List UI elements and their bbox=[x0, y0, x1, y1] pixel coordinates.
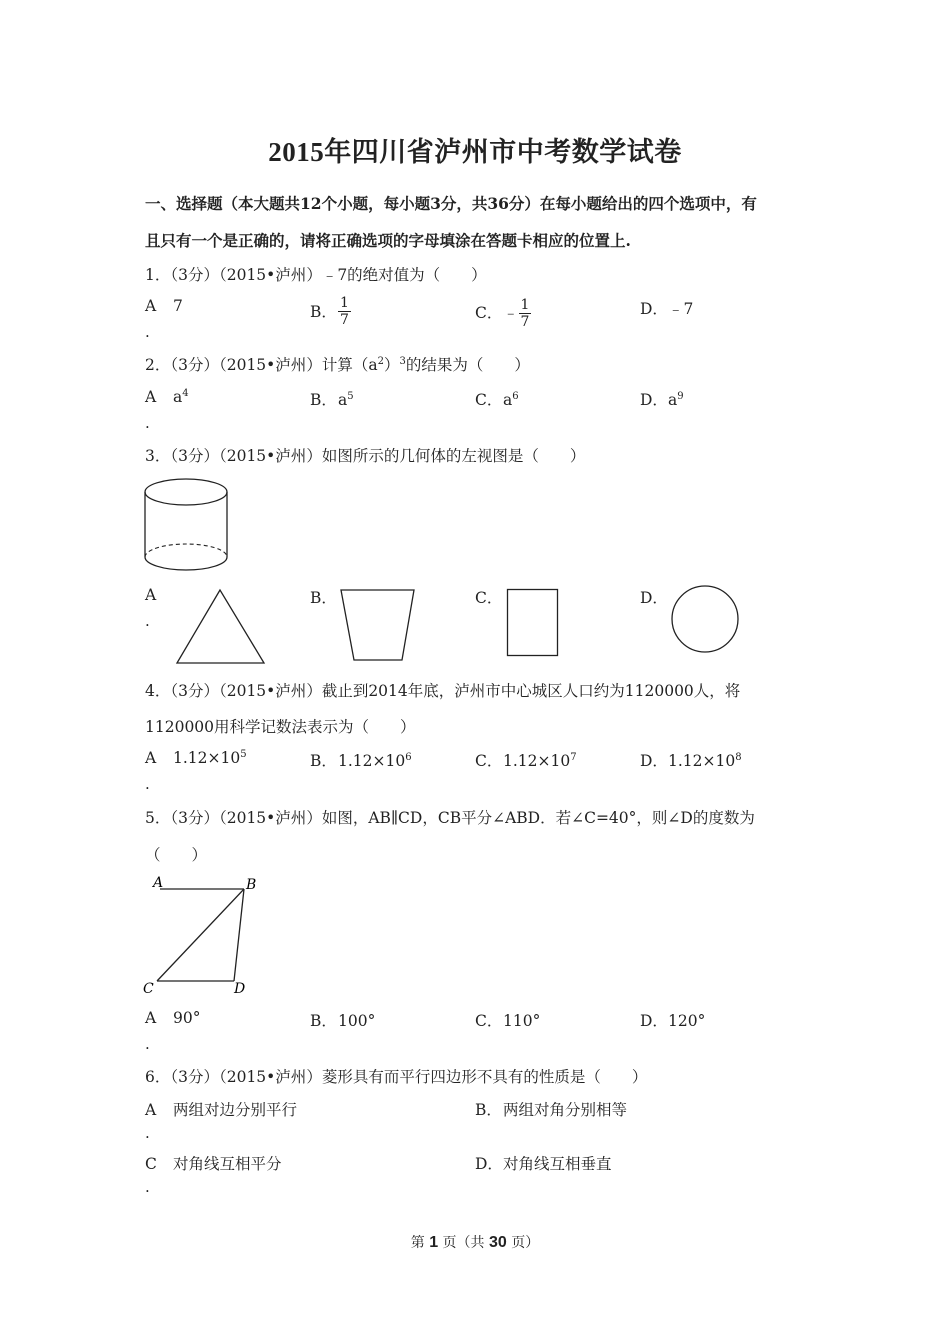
option-dot: . bbox=[145, 1178, 150, 1196]
option-exponent: 5 bbox=[240, 749, 247, 760]
question-1-stem: 1．（3分）（2015•泸州）﹣7的绝对值为（ ） bbox=[145, 266, 487, 284]
option-letter: D． bbox=[640, 752, 668, 770]
q4-option-a bbox=[145, 749, 247, 793]
option-letter: A bbox=[145, 297, 157, 315]
label-b: B bbox=[246, 877, 257, 893]
option-text: ﹣7 bbox=[668, 300, 694, 318]
rectangle-view bbox=[506, 588, 560, 658]
option-exponent: 7 bbox=[570, 752, 577, 763]
option-dot: . bbox=[145, 1035, 150, 1053]
option-letter: C． bbox=[475, 589, 503, 607]
option-letter: D． bbox=[640, 391, 668, 409]
q5-option-c bbox=[475, 1009, 540, 1031]
option-base: 1.12×10 bbox=[668, 752, 736, 770]
q3-option-c bbox=[475, 586, 503, 608]
q3-option-b bbox=[310, 586, 338, 608]
q4-option-c bbox=[475, 749, 577, 771]
option-dot: . bbox=[145, 323, 150, 341]
option-text: 90° bbox=[173, 1009, 201, 1027]
option-letter: C． bbox=[475, 1012, 503, 1030]
question-6-stem: 6．（3分）（2015•泸州）菱形具有而平行四边形不具有的性质是（ ） bbox=[145, 1068, 648, 1086]
option-exponent: 9 bbox=[677, 391, 684, 402]
option-letter: A bbox=[145, 1101, 157, 1119]
option-letter: A bbox=[145, 749, 157, 767]
option-exponent: 6 bbox=[512, 391, 519, 402]
option-base: a bbox=[173, 388, 183, 406]
option-base: a bbox=[503, 391, 513, 409]
page-title: 2015年四川省泸州市中考数学试卷 bbox=[268, 137, 682, 167]
option-letter: A bbox=[145, 1009, 157, 1027]
fraction-numerator: 1 bbox=[520, 297, 530, 313]
q2-option-c bbox=[475, 388, 519, 410]
stem-exponent: 3 bbox=[399, 356, 406, 367]
option-text: 110° bbox=[503, 1012, 541, 1030]
option-exponent: 6 bbox=[405, 752, 412, 763]
question-3-stem: 3．（3分）（2015•泸州）如图所示的几何体的左视图是（ ） bbox=[145, 447, 586, 465]
q5-option-d bbox=[640, 1009, 705, 1031]
triangle-view bbox=[175, 588, 267, 666]
page-footer bbox=[0, 1232, 950, 1252]
q2-option-b bbox=[310, 388, 354, 410]
option-base: 1.12×10 bbox=[503, 752, 571, 770]
option-letter: C． bbox=[475, 391, 503, 409]
minus-sign: ﹣ bbox=[503, 303, 519, 322]
footer-text: 页（共 bbox=[442, 1235, 485, 1251]
option-base: 1.12×10 bbox=[173, 749, 241, 767]
circle-view bbox=[670, 584, 740, 654]
footer-text: 页） bbox=[511, 1235, 540, 1251]
option-letter: B． bbox=[310, 752, 337, 770]
q3-option-d bbox=[640, 586, 668, 608]
footer-page-number: 1 bbox=[429, 1234, 439, 1251]
option-base: a bbox=[668, 391, 678, 409]
option-letter: B． bbox=[310, 1012, 337, 1030]
option-text: 7 bbox=[173, 297, 183, 315]
option-letter: D． bbox=[640, 300, 668, 318]
stem-text: ） bbox=[383, 356, 400, 374]
label-a: A bbox=[153, 875, 164, 891]
fraction bbox=[519, 297, 532, 330]
question-2-stem bbox=[145, 353, 530, 375]
cylinder-figure bbox=[143, 478, 233, 573]
option-text: 120° bbox=[668, 1012, 706, 1030]
footer-total-pages: 30 bbox=[489, 1234, 507, 1251]
q6-option-a bbox=[145, 1098, 298, 1142]
q1-option-a bbox=[145, 297, 183, 341]
option-letter: C． bbox=[475, 303, 503, 322]
q2-option-d bbox=[640, 388, 684, 410]
fraction-numerator: 1 bbox=[340, 295, 349, 311]
option-text: 对角线互相平分 bbox=[173, 1155, 282, 1173]
parallel-lines-figure bbox=[140, 872, 265, 1000]
question-4-stem-line1: 4．（3分）（2015•泸州）截止到2014年底，泸州市中心城区人口约为1120000人，将 bbox=[145, 682, 741, 700]
section-header-line1: 一、选择题（本大题共12个小题，每小题3分，共36分）在每小题给出的四个选项中，有 bbox=[145, 194, 757, 213]
option-dot: . bbox=[145, 775, 150, 793]
option-exponent: 4 bbox=[182, 388, 189, 399]
fraction-denominator: 7 bbox=[340, 312, 349, 328]
option-text: 两组对边分别平行 bbox=[173, 1101, 298, 1119]
stem-text: 2．（3分）（2015•泸州）计算（a bbox=[145, 356, 378, 374]
option-dot: . bbox=[145, 612, 150, 630]
question-4-stem-line2: 1120000用科学记数法表示为（ ） bbox=[145, 718, 416, 736]
option-text: 100° bbox=[338, 1012, 376, 1030]
option-letter: B． bbox=[310, 391, 337, 409]
option-exponent: 8 bbox=[735, 752, 742, 763]
question-5-stem-line1: 5．（3分）（2015•泸州）如图，AB∥CD，CB平分∠ABD．若∠C=40°，则∠D的度数为 bbox=[145, 809, 755, 827]
section-header-line2: 且只有一个是正确的，请将正确选项的字母填涂在答题卡相应的位置上. bbox=[145, 231, 631, 250]
q6-option-b bbox=[475, 1098, 627, 1120]
q1-option-d bbox=[640, 297, 693, 319]
option-letter: D． bbox=[640, 1012, 668, 1030]
q3-option-a bbox=[145, 586, 173, 630]
q6-option-d bbox=[475, 1152, 612, 1174]
option-text: 对角线互相垂直 bbox=[503, 1155, 612, 1173]
option-letter: A bbox=[145, 388, 157, 406]
footer-text: 第 bbox=[410, 1235, 425, 1251]
option-exponent: 5 bbox=[347, 391, 354, 402]
q5-option-a bbox=[145, 1009, 201, 1053]
option-base: a bbox=[338, 391, 348, 409]
question-5-stem-line2: （ ） bbox=[145, 846, 208, 864]
q4-option-d bbox=[640, 749, 742, 771]
q1-option-b bbox=[310, 297, 351, 328]
q1-option-c bbox=[475, 297, 531, 330]
option-text: 两组对角分别相等 bbox=[503, 1101, 628, 1119]
option-base: 1.12×10 bbox=[338, 752, 406, 770]
option-letter: B． bbox=[310, 589, 337, 607]
q6-option-c bbox=[145, 1152, 282, 1196]
trapezoid-view bbox=[340, 588, 416, 663]
option-letter: D． bbox=[475, 1155, 503, 1173]
stem-text: 的结果为（ ） bbox=[405, 356, 530, 374]
option-letter: C bbox=[145, 1155, 157, 1173]
q4-option-b bbox=[310, 749, 412, 771]
option-letter: D． bbox=[640, 589, 668, 607]
option-letter: B． bbox=[475, 1101, 502, 1119]
label-d: D bbox=[234, 981, 246, 997]
fraction bbox=[338, 295, 351, 328]
label-c: C bbox=[143, 981, 154, 997]
option-letter: A bbox=[145, 586, 157, 604]
option-letter: B． bbox=[310, 302, 337, 321]
q5-option-b bbox=[310, 1009, 375, 1031]
stem-exponent: 2 bbox=[377, 356, 384, 367]
option-letter: C． bbox=[475, 752, 503, 770]
fraction-denominator: 7 bbox=[520, 314, 530, 330]
option-dot: . bbox=[145, 1124, 150, 1142]
q2-option-a bbox=[145, 388, 189, 432]
option-dot: . bbox=[145, 414, 150, 432]
